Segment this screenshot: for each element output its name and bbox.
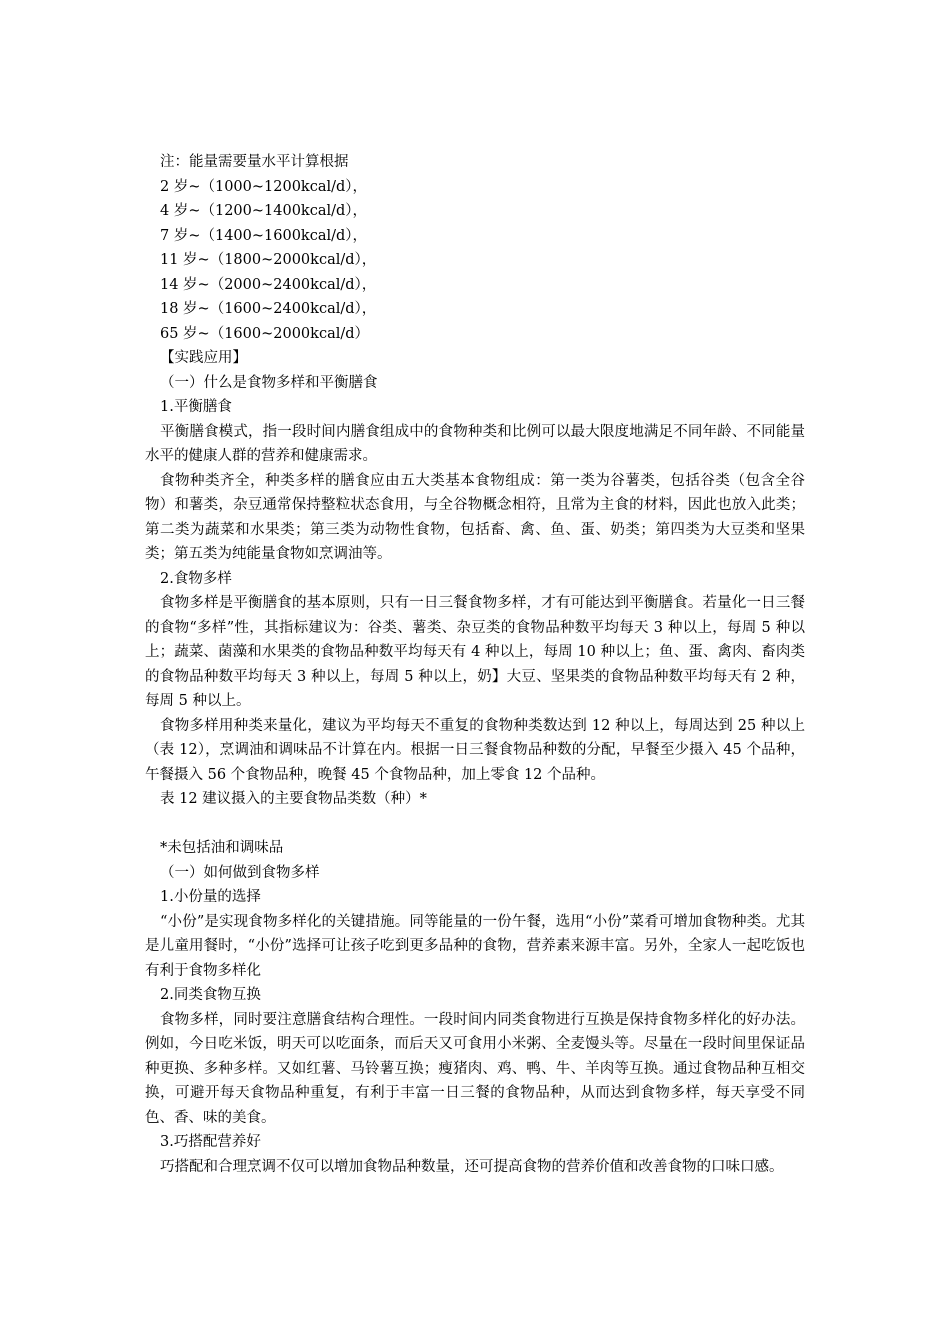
part2-sub1-paragraph: “小份”是实现食物多样化的关键措施。同等能量的一份午餐，选用“小份”菜肴可增加食物种类。尤其是儿童用餐时，“小份”选择可让孩子吃到更多品种的食物，营养素来源丰富。另外，全家人一起吃饭也有利于食物多样化 xyxy=(145,913,805,979)
part2-sub2-title: 2.同类食物互换 xyxy=(160,987,261,1003)
part1-sub1-paragraph-1: 平衡膳食模式，指一段时间内膳食组成中的食物种类和比例可以最大限度地满足不同年龄、不同能量水平的健康人群的营养和健康需求。 xyxy=(145,423,805,464)
part2-sub1-title: 1.小份量的选择 xyxy=(160,889,261,905)
part1-sub1-paragraph-2: 食物种类齐全，种类多样的膳食应由五大类基本食物组成：第一类为谷薯类，包括谷类（包含全谷物）和薯类，杂豆通常保持整粒状态食用，与全谷物概念相符，且常为主食的材料，因此也放入此类；第二类为蔬菜和水果类；第三类为动物性食物，包括畜、禽、鱼、蛋、奶类；第四类为大豆类和坚果类；第五类为纯能量食物如烹调油等。 xyxy=(145,472,805,562)
part1-heading: （一）什么是食物多样和平衡膳食 xyxy=(160,374,378,391)
note-item: 2 岁~（1000~1200kcal/d）， xyxy=(160,178,368,195)
table-footnote: *未包括油和调味品 xyxy=(160,840,284,856)
part1-sub2-paragraph-1: 食物多样是平衡膳食的基本原则，只有一日三餐食物多样，才有可能达到平衡膳食。若量化一日三餐的食物“多样”性，其指标建议为：谷类、薯类、杂豆类的食物品种数平均每天 3 种以上，每周 5 种以上；蔬菜、菌藻和水果类的食物品种数平均每天有 4 种以上，每周 10 种以上；鱼、蛋、禽肉、畜肉类的食物品种数平均每天 3 种以上，每周 5 种以上，奶】大豆、坚果类的食物品种数平均每天有 2 种，每周 5 种以上。 xyxy=(145,595,805,709)
part2-sub3-paragraph: 巧搭配和合理烹调不仅可以增加食物品种数量，还可提高食物的营养价值和改善食物的口味口感。 xyxy=(160,1158,784,1175)
part2-sub3-title: 3.巧搭配营养好 xyxy=(160,1134,261,1150)
document-page xyxy=(145,150,805,1179)
table-caption: 表 12 建议摄入的主要食物品类数（种）* xyxy=(160,791,427,807)
note-item: 7 岁~（1400~1600kcal/d）， xyxy=(160,227,368,244)
note-title: 注：能量需要量水平计算根据 xyxy=(160,154,349,170)
note-item: 18 岁~（1600~2400kcal/d）， xyxy=(160,301,377,317)
section-heading-practice: 【实践应用】 xyxy=(160,350,247,366)
part2-sub2-paragraph: 食物多样，同时要注意膳食结构合理性。一段时间内同类食物进行互换是保持食物多样化的好办法。例如，今日吃米饭，明天可以吃面条，而后天又可食用小米粥、全麦馒头等。尽量在一段时间里保证品种更换、多种多样。又如红薯、马铃薯互换；瘦猪肉、鸡、鸭、牛、羊肉等互换。通过食物品种互相交换，可避开每天食物品种重复，有利于丰富一日三餐的食物品种，从而达到食物多样，每天享受不同色、香、味的美食。 xyxy=(145,1011,805,1126)
note-item: 4 岁~（1200~1400kcal/d）， xyxy=(160,203,368,219)
note-item: 11 岁~（1800~2000kcal/d）， xyxy=(160,252,377,268)
part1-sub1-title: 1.平衡膳食 xyxy=(160,399,232,415)
part1-sub2-paragraph-2: 食物多样用种类来量化，建议为平均每天不重复的食物种类数达到 12 种以上，每周达到 25 种以上（表 12），烹调油和调味品不计算在内。根据一日三餐食物品种数的分配，早餐至少摄入 45 个品种，午餐摄入 56 个食物品种，晚餐 45 个食物品种，加上零食 12 个品种。 xyxy=(145,717,805,783)
part2-heading: （一）如何做到食物多样 xyxy=(160,864,320,881)
part1-sub2-title: 2.食物多样 xyxy=(160,570,232,587)
note-item: 14 岁~（2000~2400kcal/d）， xyxy=(160,276,377,293)
note-item: 65 岁~（1600~2000kcal/d） xyxy=(160,325,370,342)
table-placeholder-gap xyxy=(145,812,805,837)
